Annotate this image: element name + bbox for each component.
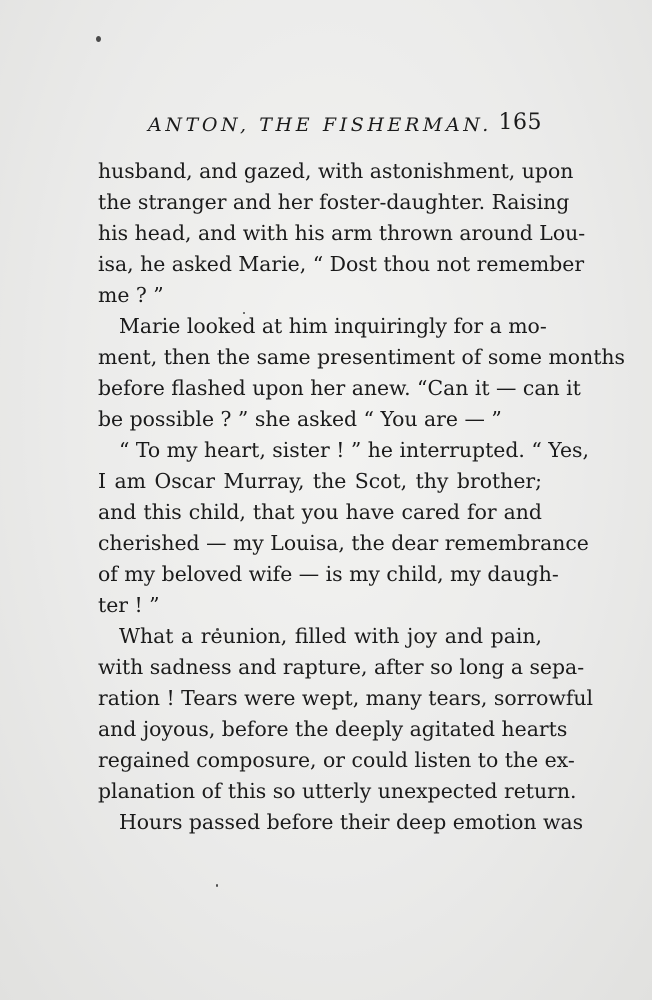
text-line: the stranger and her foster-daughter. Raising xyxy=(98,190,570,214)
text-line: husband, and gazed, with astonishment, upon xyxy=(98,159,574,183)
text-line: cherished — my Louisa, the dear remembrance xyxy=(98,531,589,555)
running-title: ANTON, THE FISHERMAN. xyxy=(148,114,492,136)
text-line: Marie looked at him inquiringly for a mo- xyxy=(119,314,547,338)
text-line: planation of this so utterly unexpected return. xyxy=(98,779,577,803)
text-line: I am Oscar Murray, the Scot, thy brother; xyxy=(98,469,542,493)
text-line: “ To my heart, sister ! ” he interrupted. “ Yes, xyxy=(119,438,589,462)
body-text xyxy=(98,156,626,838)
text-line: his head, and with his arm thrown around Lou- xyxy=(98,221,586,245)
text-line: ment, then the same presentiment of some months xyxy=(98,345,626,369)
text-line: me ? ” xyxy=(98,283,164,307)
text-line: with sadness and rapture, after so long a sepa- xyxy=(98,655,585,679)
ink-speck xyxy=(216,884,218,887)
ink-speck xyxy=(96,36,101,42)
page-header xyxy=(98,110,542,146)
text-line: isa, he asked Marie, “ Dost thou not remember xyxy=(98,252,585,276)
text-line: regained composure, or could listen to the ex- xyxy=(98,748,575,772)
text-line: and this child, that you have cared for and xyxy=(98,500,542,524)
text-line: and joyous, before the deeply agitated hearts xyxy=(98,717,568,741)
text-line: of my beloved wife — is my child, my daugh- xyxy=(98,562,559,586)
text-line: be possible ? ” she asked “ You are — ” xyxy=(98,407,502,431)
text-line: ration ! Tears were wept, many tears, sorrowful xyxy=(98,686,594,710)
text-line: before flashed upon her anew. “Can it — can it xyxy=(98,376,581,400)
text-line: What a reunion, filled with joy and pain, xyxy=(119,624,542,648)
text-line: Hours passed before their deep emotion was xyxy=(119,810,584,834)
page-number: 165 xyxy=(498,110,542,135)
text-line: ter ! ” xyxy=(98,593,160,617)
